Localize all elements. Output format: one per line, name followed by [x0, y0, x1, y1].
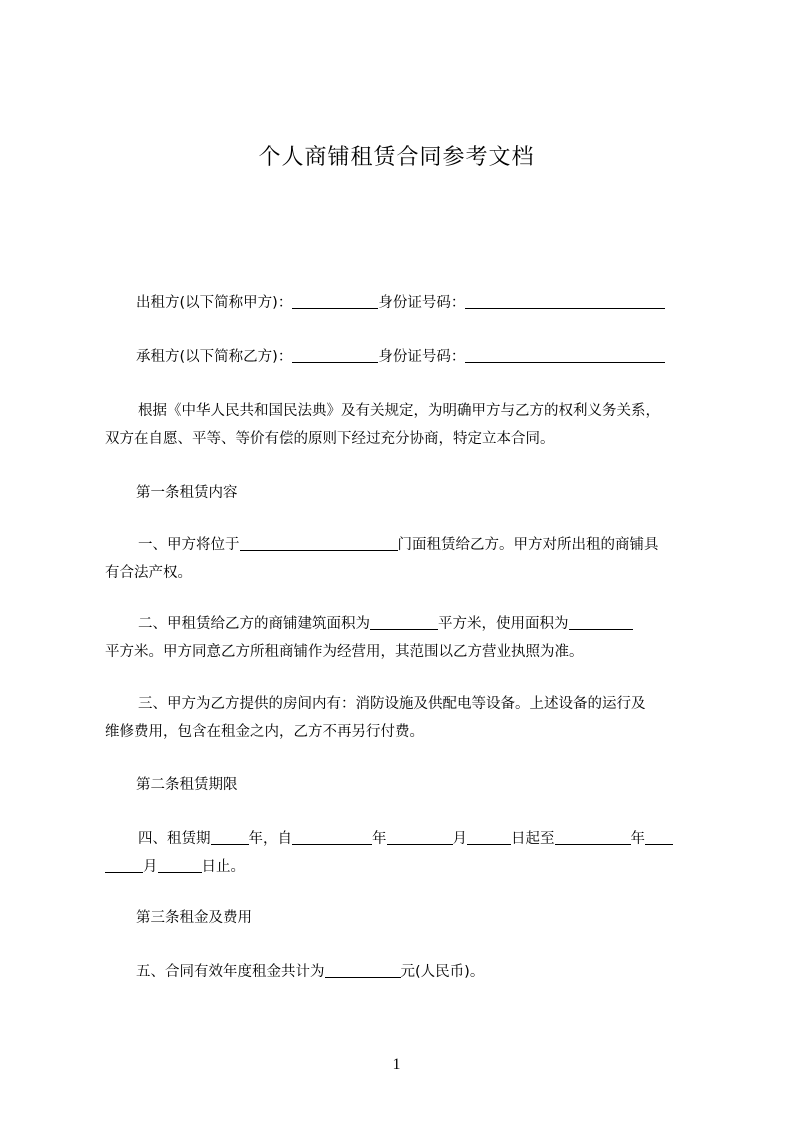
end-year-blank[interactable] — [555, 829, 631, 845]
article-3-heading: 第三条租金及费用 — [136, 910, 252, 926]
usable-area-blank[interactable] — [569, 614, 633, 630]
clause-2-text-b: 平方米，使用面积为 — [438, 616, 569, 632]
clause-3-line-1: 三、甲方为乙方提供的房间内有：消防设施及供配电等设备。上述设备的运行及 — [138, 696, 646, 712]
clause-4-text-c: 年 — [372, 831, 387, 847]
clause-4-text-a: 四、租赁期 — [138, 831, 211, 847]
clause-4-text-h: 日止。 — [201, 859, 245, 875]
party-b-name-blank[interactable] — [292, 347, 378, 363]
preamble-line-1: 根据《中华人民共和国民法典》及有关规定，为明确甲方与乙方的权利义务关系， — [138, 403, 660, 419]
party-b-line — [136, 345, 736, 366]
party-a-line — [136, 291, 736, 312]
clause-1-text-a: 一、甲方将位于 — [138, 537, 240, 553]
clause-5-line-1 — [136, 960, 736, 981]
clause-5-text-a: 五、合同有效年度租金共计为 — [136, 964, 325, 980]
clause-4-text-e: 日起至 — [511, 831, 555, 847]
end-day-blank[interactable] — [158, 857, 202, 873]
party-b-id-label: 身份证号码： — [378, 349, 466, 365]
article-2-heading: 第二条租赁期限 — [136, 777, 238, 793]
clause-4-text-d: 月 — [452, 831, 467, 847]
party-a-label: 出租方(以下简称甲方)： — [136, 295, 293, 311]
clause-3-line-2: 维修费用，包含在租金之内，乙方不再另行付费。 — [105, 724, 424, 740]
annual-rent-blank[interactable] — [325, 962, 401, 978]
clause-5-text-b: 元(人民币)。 — [400, 964, 485, 980]
start-month-blank[interactable] — [387, 829, 453, 845]
clause-1-line-1 — [138, 533, 738, 554]
end-month-blank-part-1[interactable] — [645, 829, 673, 845]
clause-2-line-2: 平方米。甲方同意乙方所租商铺作为经营用，其范围以乙方营业执照为准。 — [105, 644, 584, 660]
page-number: 1 — [392, 1056, 401, 1073]
clause-2-line-1 — [138, 612, 738, 633]
shop-location-blank[interactable] — [240, 535, 398, 551]
party-b-label: 承租方(以下简称乙方)： — [136, 349, 293, 365]
building-area-blank[interactable] — [370, 614, 438, 630]
clause-4-line-1 — [138, 827, 738, 848]
clause-1-line-2: 有合法产权。 — [105, 565, 192, 581]
article-1-heading: 第一条租赁内容 — [136, 485, 238, 501]
document-title: 个人商铺租赁合同参考文档 — [258, 145, 535, 170]
preamble-line-2: 双方在自愿、平等、等价有偿的原则下经过充分协商，特定立本合同。 — [105, 431, 555, 447]
clause-2-text-a: 二、甲租赁给乙方的商铺建筑面积为 — [138, 616, 370, 632]
clause-4-text-g: 月 — [143, 859, 158, 875]
end-month-blank-part-2[interactable] — [105, 857, 143, 873]
party-a-name-blank[interactable] — [292, 293, 378, 309]
start-day-blank[interactable] — [467, 829, 511, 845]
clause-1-text-b: 门面租赁给乙方。甲方对所出租的商铺具 — [397, 537, 659, 553]
clause-4-text-f: 年 — [630, 831, 645, 847]
party-a-id-blank[interactable] — [465, 293, 665, 309]
clause-4-text-b: 年，自 — [248, 831, 292, 847]
lease-years-blank[interactable] — [211, 829, 249, 845]
start-year-blank[interactable] — [292, 829, 372, 845]
clause-4-line-2 — [105, 855, 705, 876]
party-b-id-blank[interactable] — [465, 347, 665, 363]
party-a-id-label: 身份证号码： — [378, 295, 466, 311]
